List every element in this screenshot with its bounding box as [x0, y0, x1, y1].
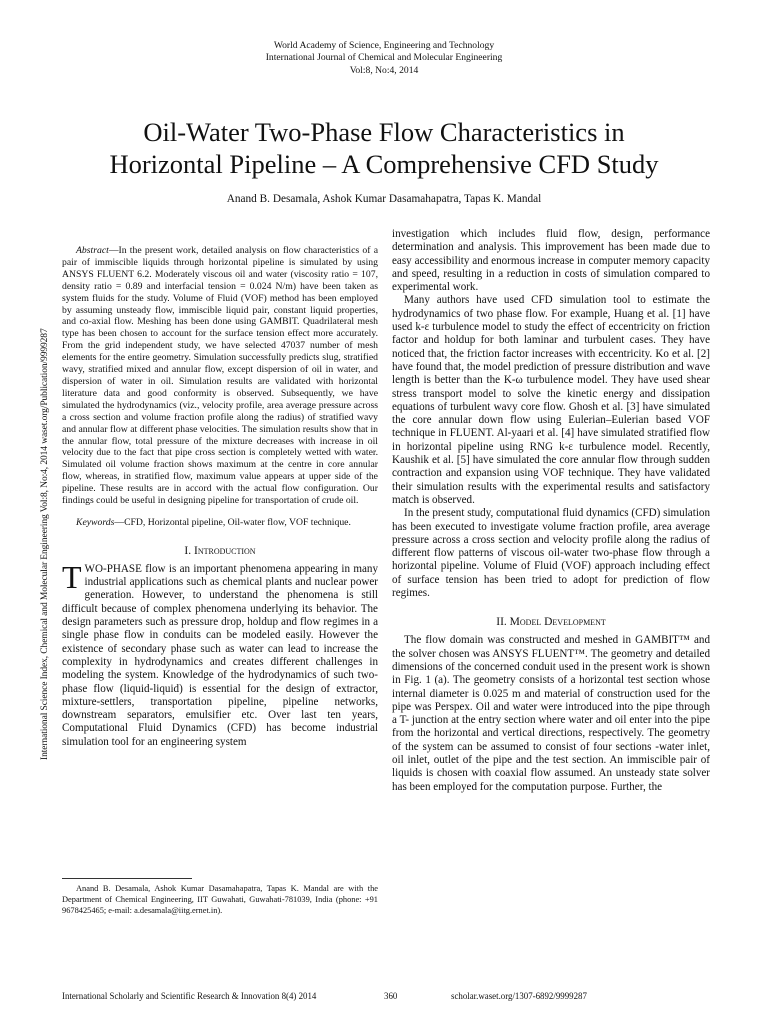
journal-header [0, 40, 768, 77]
section-1-numeral: I. [184, 544, 194, 557]
abstract [62, 245, 378, 507]
section-heading-introduction [62, 545, 378, 557]
abstract-text: —In the present work, detailed analysis on flow characteristics of a pair of immiscible liquids through horizontal pipeline is simulated by using ANSYS FLUENT 6.2. Moderately viscous oil and water (viscosity ratio = 107, density ratio = 0.89 and interfacial tension = 0.024 N/m) have been taken as system fluids for the study. Volume of Fluid (VOF) method has been employed by assuming unsteady flow, immiscible liquid pair, constant liquid properties, and co-axial flow. Meshing has been done using GAMBIT. Quadrilateral mesh type has been chosen to account for the surface tension effect more accurately. From the grid independent study, we have selected 47037 number of mesh elements for the entire geometry. Simulation successfully predicts slug, stratified wavy, stratified mixed and annular flow, except dispersion of oil in water, and dispersion of water in oil. Simulation results are validated with horizontal literature data and good conformity is observed. Subsequently, we have simulated the hydrodynamics (viz., velocity profile, area average pressure across a cross section and volume fraction profile along the radius) of stratified wavy and annular flow at different phase velocities. The simulation results show that in the annular flow, total pressure of the mixture decreases with increase in oil velocity due to the fact that pipe cross section is completely wetted with water. Simulated oil volume fraction shows maximum at the centre in core annular flow, whereas, in stratified flow, maximum value appears at upper side of the pipeline. These results are in accord with the actual flow configuration. Our findings could be useful in designing pipeline for transportation of crude oil. [62, 245, 378, 507]
right-paragraph-1: investigation which includes fluid flow, design, performance determination and analysis. This improvement has been made due to easy accessibility and enormous increase in computer memory capacity and speed, resulting in a reduction in costs of simulation compared to experimental work. [392, 228, 710, 294]
side-margin-text: International Science Index, Chemical and Molecular Engineering Vol:8, No:4, 2014 waset.org/Publication/9999287 [40, 328, 50, 760]
section-heading-model-development [392, 616, 710, 628]
intro-paragraph [62, 558, 378, 749]
keywords-text: —CFD, Horizontal pipeline, Oil-water flow, VOF technique. [114, 516, 351, 528]
paper-title [0, 116, 768, 180]
right-paragraph-4: The flow domain was constructed and meshed in GAMBIT™ and the solver chosen was ANSYS FLUENT™. The geometry and detailed dimensions of the concerned conduit used in the present work is shown in Fig. 1 (a). The geometry consists of a horizontal test section whose internal diameter is 0.025 m and material of construction used for the pipe was Perspex. Oil and water were introduced into the pipe through a T- junction at the entry section where water and oil enter into the pipe from the horizontal and vertical directions, respectively. The geometry of the system can be assumed to consist of four sections -water inlet, oil inlet, outlet of the pipe and the test section. An immiscible pair of liquids is chosen with coaxial flow assumed. An unsteady state solver has been employed for the computation purpose. Further, the [392, 634, 710, 793]
footer-page-number: 360 [384, 991, 398, 1001]
intro-paragraph-text: WO-PHASE flow is an important phenomena appearing in many industrial applications such as chemical plants and nuclear power generation. However, to understand the phenomena is still difficult because of complex phenomena underlying its behavior. The design parameters such as pressure drop, holdup and flow regimes in a single phase flow in conduits can be modeled easily. However the existence of secondary phase such as water can lead to increase the complexity in hydrodynamics and creates different challenges in modeling the system. Knowledge of the hydrodynamics of such two-phase flow (liquid-liquid) is essential for the design of extractor, mixture-settlers, transportation pipeline, pipeline networks, downstream separators, emulsifier etc. Over last ten years, Computational Fluid Dynamics (CFD) has become industrial simulation tool for an engineering system [62, 562, 378, 748]
keywords [62, 517, 378, 529]
section-2-title: Model Development [509, 616, 606, 629]
left-column [62, 245, 378, 749]
right-paragraph-2: Many authors have used CFD simulation tool to estimate the hydrodynamics of two phase flow. For example, Huang et al. [1] have used k-ε turbulence model to study the effect of eccentricity on friction factor and holdup for both laminar and turbulent cases. They have noticed that, the friction factor increases with eccentricity. Ko et al. [2] have found that, the model prediction of pressure distribution and wave length is better than the K-ω turbulence model. They have used shear stress transport model to solve the kinetic energy and dissipation equations of turbulent wavy core flow. Ghosh et al. [3] have simulated the core annular down flow using Eulerian–Eulerian based VOF technique in FLUENT. Al-yaari et al. [4] have simulated stratified flow in horizontal pipeline using RNG k-ε turbulence model. Recently, Kaushik et al. [5] have simulated the core annular flow through sudden contraction and expansion using VOF technique. They have validated their simulation results with the experimental results and satisfactory match is observed. [392, 294, 710, 506]
header-line-2: International Journal of Chemical and Molecular Engineering [265, 52, 503, 64]
right-paragraph-3: In the present study, computational fluid dynamics (CFD) simulation has been executed to investigate volume fraction profile, area average pressure across a cross section and velocity profile along the radius of different flow patterns of viscous oil-water two-phase flow through a horizontal pipeline. Volume of Fluid (VOF) approach including effect of surface tension has been tried to adopt for prediction of flow regimes. [392, 507, 710, 600]
keywords-label: Keywords [76, 516, 115, 528]
section-2-numeral: II. [496, 616, 510, 629]
abstract-label: Abstract [76, 245, 109, 256]
drop-cap: T [62, 558, 82, 595]
section-1-title: Introduction [193, 544, 256, 557]
author-footnote: Anand B. Desamala, Ashok Kumar Dasamahapatra, Tapas K. Mandal are with the Department of Chemical Engineering, IIT Guwahati, Guwahati-781039, India (phone: +91 9678425465; e-mail: a.desamala@iitg.ernet.in). [62, 884, 378, 915]
title-line-1: Oil-Water Two-Phase Flow Characteristics in [143, 117, 625, 147]
footer-publisher: International Scholarly and Scientific Research & Innovation 8(4) 2014 [62, 991, 317, 1001]
author-list: Anand B. Desamala, Ashok Kumar Dasamahapatra, Tapas K. Mandal [226, 193, 542, 205]
side-margin-note [29, 320, 50, 760]
header-line-3: Vol:8, No:4, 2014 [349, 64, 419, 76]
right-column [392, 228, 710, 794]
footer-url: scholar.waset.org/1307-6892/9999287 [451, 991, 587, 1001]
footnote-divider [62, 878, 192, 879]
title-line-2: Horizontal Pipeline – A Comprehensive CFD Study [109, 149, 659, 179]
header-line-1: World Academy of Science, Engineering and Technology [273, 40, 495, 51]
